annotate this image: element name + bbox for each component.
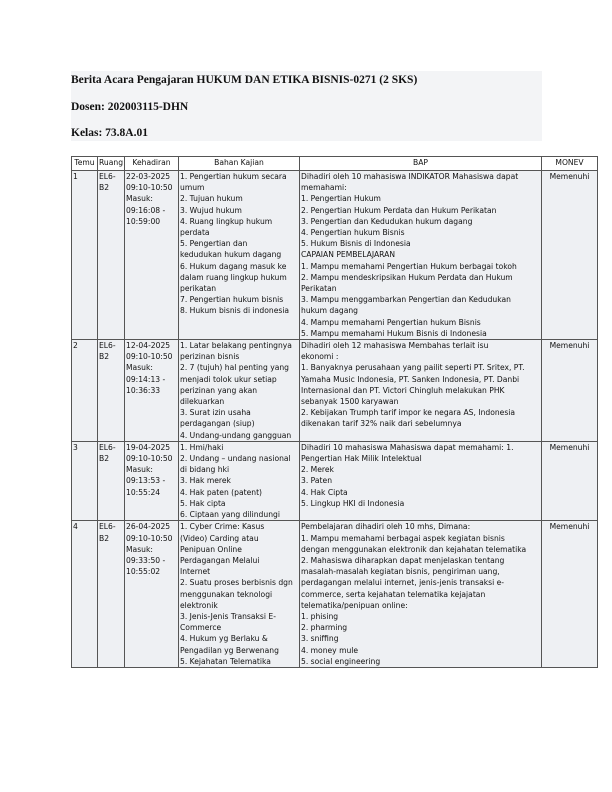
bahan-line: 7. Pengertian hukum bisnis xyxy=(180,295,284,305)
bahan-line: Commerce xyxy=(180,623,222,633)
bahan-line: 3. Hak merek xyxy=(180,476,231,486)
cell-bap xyxy=(300,521,542,668)
bahan-line: di bidang hki xyxy=(180,465,230,475)
bap-line: 3. Paten xyxy=(301,476,333,486)
bap-line: 1. Mampu memahami Pengertian Hukum berbagai tokoh xyxy=(301,261,517,271)
bap-line: 4. money mule xyxy=(301,645,359,655)
cell-monev: Memenuhi xyxy=(542,441,598,520)
bap-line: 3. Mampu menggambarkan Pengertian dan Kedudukan xyxy=(301,295,511,305)
cell-bahan-kajian xyxy=(179,340,300,442)
cell-bahan-kajian xyxy=(179,441,300,520)
kehadiran-line: 09:10-10:50 xyxy=(126,533,173,543)
column-header-ruang: Ruang xyxy=(98,157,125,171)
bahan-line: dalam ruang lingkup hukum xyxy=(180,272,287,282)
table-row xyxy=(72,521,598,668)
column-header-monev: MONEV xyxy=(542,157,598,171)
bahan-line: 1. Pengertian hukum secara xyxy=(180,172,287,181)
bahan-line: 6. Hukum dagang masuk ke xyxy=(180,261,287,271)
bap-line: commerce, serta kejahatan telematika kejajatan xyxy=(301,589,486,599)
bap-line: 4. Mampu memahami Pengertian hukum Bisnis xyxy=(301,317,481,327)
ruang-line: B2 xyxy=(99,352,110,362)
table-row xyxy=(72,340,598,442)
bahan-line: 2. Suatu proses berbisnis dgn xyxy=(180,578,293,588)
bap-line: 3. Pengertian dan Kedudukan hukum dagang xyxy=(301,216,473,226)
bahan-line: 3. Wujud hukum xyxy=(180,205,242,215)
bap-line: 4. Pengertian hukum Bisnis xyxy=(301,228,405,238)
bap-line: Pembelajaran dihadiri oleh 10 mhs, Dimana: xyxy=(301,522,471,532)
bap-line: 5. Hukum Bisnis di Indonesia xyxy=(301,239,411,249)
cell-kehadiran xyxy=(125,171,179,340)
kehadiran-line: 26-04-2025 xyxy=(126,522,171,532)
bap-line: Pengertian Hak Milik Intelektual xyxy=(301,454,422,464)
bahan-line: 1. Latar belakang pentingnya xyxy=(180,341,292,351)
cell-bahan-kajian xyxy=(179,521,300,668)
bap-line: dengan menggunakan elektronik dan kejahatan telematika xyxy=(301,544,527,554)
bap-line: Dihadiri oleh 10 mahasiswa INDIKATOR Mahasiswa dapat xyxy=(301,172,519,181)
bahan-line: 4. Ruang lingkup hukum xyxy=(180,216,273,226)
cell-bap xyxy=(300,340,542,442)
bap-line: 5. Mampu memahami Hukum Bisnis di Indonesia xyxy=(301,328,487,338)
class-label: Kelas: 73.8A.01 xyxy=(71,127,148,139)
kehadiran-line: 09:33:50 - xyxy=(126,555,166,565)
bahan-line: 3. Jenis-Jenis Transaksi E- xyxy=(180,611,276,621)
bahan-line: Pengadilan yg Berwenang xyxy=(180,645,279,655)
bahan-line: dilekuarkan xyxy=(180,397,225,407)
ruang-line: EL6- xyxy=(99,442,116,452)
bap-line: sebanyak 1500 karyawan xyxy=(301,397,399,407)
bahan-line: perizinan yang akan xyxy=(180,385,258,395)
kehadiran-line: 10:55:24 xyxy=(126,487,161,497)
bahan-line: perizinan bisnis xyxy=(180,352,240,362)
cell-bahan-kajian xyxy=(179,171,300,340)
bap-line: perdagangan melalui internet, jenis-jenis transaksi e- xyxy=(301,578,505,588)
bahan-line: 1. Cyber Crime: Kasus xyxy=(180,522,265,532)
kehadiran-line: 09:13:53 - xyxy=(126,476,166,486)
table-row xyxy=(72,171,598,340)
lecturer-label: Dosen: 202003115-DHN xyxy=(71,101,189,113)
bap-line: 1. Banyaknya perusahaan yang pailit seperti PT. Sritex, PT. xyxy=(301,363,525,373)
bap-line: 2. Mampu mendeskripsikan Hukum Perdata dan Hukum xyxy=(301,272,513,282)
bahan-line: 4. Hak paten (patent) xyxy=(180,487,263,497)
cell-kehadiran xyxy=(125,441,179,520)
bap-line: 1. phising xyxy=(301,611,339,621)
bap-line: 1. Pengertian Hukum xyxy=(301,194,381,204)
column-header-bahan-kajian: Bahan Kajian xyxy=(179,157,300,171)
bap-line: masalah-masalah kegiatan bisnis, pengiriman uang, xyxy=(301,567,500,577)
bahan-line: menggunakan teknologi xyxy=(180,589,273,599)
bahan-line: 5. Pengertian dan xyxy=(180,239,248,249)
bahan-line: elektronik xyxy=(180,600,218,610)
bahan-line: kedudukan hukum dagang xyxy=(180,250,282,260)
bap-line: 2. Pengertian Hukum Perdata dan Hukum Perikatan xyxy=(301,205,497,215)
bahan-line: 1. Hmi/haki xyxy=(180,442,224,452)
cell-ruang xyxy=(98,171,125,340)
kehadiran-line: Masuk: xyxy=(126,465,153,475)
bap-line: memahami: xyxy=(301,183,347,193)
cell-monev: Memenuhi xyxy=(542,340,598,442)
kehadiran-line: 12-04-2025 xyxy=(126,341,171,351)
bahan-line: (Video) Carding atau xyxy=(180,533,259,543)
bahan-line: Internet xyxy=(180,567,211,577)
cell-temu: 3 xyxy=(72,441,98,520)
bahan-line: 2. Tujuan hukum xyxy=(180,194,243,204)
kehadiran-line: 10:55:02 xyxy=(126,567,161,577)
bahan-line: 2. 7 (tujuh) hal penting yang xyxy=(180,363,289,373)
kehadiran-line: 19-04-2025 xyxy=(126,442,171,452)
bahan-line: 5. Kejahatan Telematika xyxy=(180,656,271,666)
document-title: Berita Acara Pengajaran HUKUM DAN ETIKA BISNIS-0271 (2 SKS) xyxy=(71,74,418,86)
bahan-line: perdata xyxy=(180,228,210,238)
bap-line: CAPAIAN PEMBELAJARAN xyxy=(301,250,395,260)
bahan-line: 4. Hukum yg Berlaku & xyxy=(180,634,268,644)
cell-ruang xyxy=(98,521,125,668)
kehadiran-line: 10:36:33 xyxy=(126,385,161,395)
cell-temu: 2 xyxy=(72,340,98,442)
kehadiran-line: 09:10-10:50 xyxy=(126,352,173,362)
table-row xyxy=(72,441,598,520)
kehadiran-line: Masuk: xyxy=(126,194,153,204)
bap-line: 2. pharming xyxy=(301,623,348,633)
kehadiran-line: Masuk: xyxy=(126,363,153,373)
bap-line: 1. Mampu memahami berbagai aspek kegiatan bisnis xyxy=(301,533,505,543)
bahan-line: Penipuan Online xyxy=(180,544,242,554)
bap-line: 4. Hak Cipta xyxy=(301,487,348,497)
cell-monev: Memenuhi xyxy=(542,171,598,340)
bap-line: Internasional dan PT. Victori Chingluh melakukan PHK xyxy=(301,385,505,395)
bap-line: dikenakan tarif 32% naik dari sebelumnya xyxy=(301,419,462,429)
cell-ruang xyxy=(98,441,125,520)
bap-line: 2. Kebijakan Trumph tarif impor ke negara AS, Indonesia xyxy=(301,408,516,418)
cell-kehadiran xyxy=(125,521,179,668)
kehadiran-line: Masuk: xyxy=(126,544,153,554)
kehadiran-line: 09:14:13 - xyxy=(126,374,166,384)
bap-line: hukum dagang xyxy=(301,306,358,316)
bap-line: ekonomi : xyxy=(301,352,339,362)
kehadiran-line: 09:10-10:50 xyxy=(126,183,173,193)
bahan-line: umum xyxy=(180,183,205,193)
bahan-line: 4. Undang-undang gangguan xyxy=(180,430,292,440)
bahan-line: Perdagangan Melalui xyxy=(180,555,260,565)
table-header-row xyxy=(72,157,598,171)
bap-line: 2. Merek xyxy=(301,465,334,475)
cell-bap xyxy=(300,171,542,340)
ruang-line: EL6- xyxy=(99,341,116,351)
cell-bap xyxy=(300,441,542,520)
document-header xyxy=(71,71,542,141)
bahan-line: perikatan xyxy=(180,284,217,294)
bahan-line: 2. Undang – undang nasional xyxy=(180,454,291,464)
bap-line: Dihadiri oleh 12 mahasiswa Membahas terlait isu xyxy=(301,341,489,351)
cell-temu: 4 xyxy=(72,521,98,668)
bahan-line: 3. Surat izin usaha xyxy=(180,408,251,418)
ruang-line: B2 xyxy=(99,533,110,543)
bap-line: Yamaha Music Indonesia, PT. Sanken Indonesia, PT. Danbi xyxy=(301,374,520,384)
cell-ruang xyxy=(98,340,125,442)
table-body xyxy=(72,171,598,668)
ruang-line: B2 xyxy=(99,183,110,193)
bahan-line: 6. Ciptaan yang dilindungi xyxy=(180,510,280,520)
bap-line: telematika/penipuan online: xyxy=(301,600,408,610)
ruang-line: EL6- xyxy=(99,522,116,532)
bap-line: Perikatan xyxy=(301,284,337,294)
bap-line: Dihadiri 10 mahasiswa Mahasiswa dapat memahami: 1. xyxy=(301,442,514,452)
cell-kehadiran xyxy=(125,340,179,442)
ruang-line: B2 xyxy=(99,454,110,464)
bap-line: 5. Lingkup HKI di Indonesia xyxy=(301,498,405,508)
bap-line: 3. sniffing xyxy=(301,634,339,644)
bap-line: 5. social engineering xyxy=(301,656,381,666)
kehadiran-line: 10:59:00 xyxy=(126,216,161,226)
bahan-line: 5. Hak cipta xyxy=(180,498,226,508)
column-header-kehadiran: Kehadiran xyxy=(125,157,179,171)
bap-table xyxy=(71,156,598,668)
column-header-temu: Temu xyxy=(72,157,98,171)
bahan-line: 8. Hukum bisnis di indonesia xyxy=(180,306,290,316)
column-header-bap: BAP xyxy=(300,157,542,171)
cell-temu: 1 xyxy=(72,171,98,340)
kehadiran-line: 09:16:08 - xyxy=(126,205,166,215)
ruang-line: EL6- xyxy=(99,172,116,181)
kehadiran-line: 22-03-2025 xyxy=(126,172,171,181)
bahan-line: perdagangan (siup) xyxy=(180,419,255,429)
bap-line: 2. Mahasiswa diharapkan dapat menjelaskan tentang xyxy=(301,555,505,565)
cell-monev: Memenuhi xyxy=(542,521,598,668)
bahan-line: menjadi tolok ukur setiap xyxy=(180,374,277,384)
kehadiran-line: 09:10-10:50 xyxy=(126,454,173,464)
